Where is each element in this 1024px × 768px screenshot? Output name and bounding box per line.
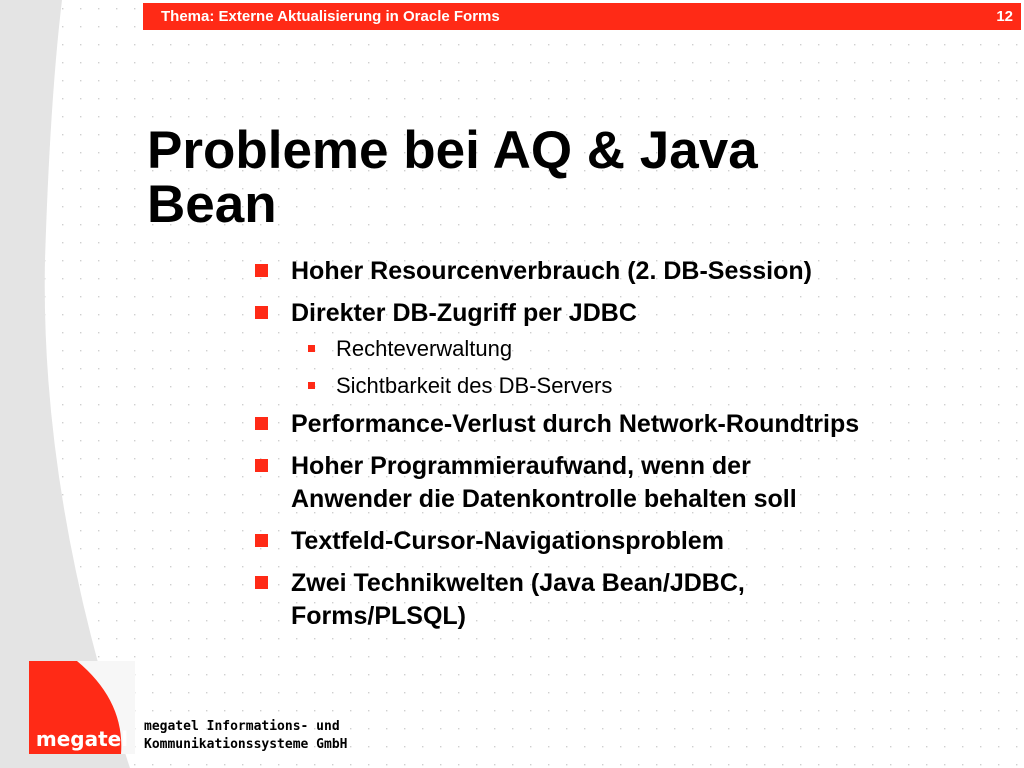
- bullet-item: [253, 450, 993, 516]
- bullet-item: [253, 525, 993, 558]
- bullet-square-icon: [255, 264, 268, 277]
- bullet-text-line-2: Anwender die Datenkontrolle behalten soll: [291, 485, 797, 513]
- bullet-text-line-2: Forms/PLSQL): [291, 602, 467, 630]
- sub-bullet-text: Rechteverwaltung: [336, 336, 513, 361]
- bullet-text: Direkter DB-Zugriff per JDBC: [291, 299, 637, 327]
- company-name: [144, 718, 348, 754]
- megatel-logo: [29, 661, 135, 754]
- header-bar: [143, 3, 1021, 30]
- header-title: Thema: Externe Aktualisierung in Oracle Forms: [161, 8, 500, 25]
- sub-bullet-square-icon: [308, 345, 315, 352]
- bullet-text-line-1: Zwei Technikwelten (Java Bean/JDBC,: [291, 569, 745, 597]
- slide-title: [147, 121, 907, 234]
- sub-bullet-square-icon: [308, 382, 315, 389]
- bullet-item: [253, 408, 993, 441]
- bullet-text: Performance-Verlust durch Network-Roundtrips: [291, 410, 860, 438]
- bullet-square-icon: [255, 576, 268, 589]
- bullet-text-line-1: Hoher Programmieraufwand, wenn der: [291, 452, 751, 480]
- bullet-square-icon: [255, 534, 268, 547]
- bullet-square-icon: [255, 306, 268, 319]
- bullet-text: Hoher Resourcenverbrauch (2. DB-Session): [291, 257, 812, 285]
- bullet-item: [253, 297, 993, 330]
- bullet-item: [253, 255, 993, 288]
- sub-bullet-item: [253, 334, 993, 364]
- slide-title-line-2: Bean: [147, 175, 277, 234]
- sub-bullet-item: [253, 371, 993, 401]
- bullet-list: [253, 255, 993, 642]
- slide-number: 12: [996, 8, 1013, 25]
- bullet-square-icon: [255, 417, 268, 430]
- company-line-2: Kommunikationssysteme GmbH: [144, 737, 348, 752]
- sub-bullet-text: Sichtbarkeit des DB-Servers: [336, 373, 613, 398]
- bullet-square-icon: [255, 459, 268, 472]
- sub-bullet-list: [253, 334, 993, 401]
- bullet-text: Textfeld-Cursor-Navigationsproblem: [291, 527, 724, 555]
- bullet-item: [253, 567, 993, 633]
- slide-title-line-1: Probleme bei AQ & Java: [147, 121, 758, 180]
- logo-text: megatel: [35, 727, 129, 751]
- company-line-1: megatel Informations- und: [144, 719, 340, 734]
